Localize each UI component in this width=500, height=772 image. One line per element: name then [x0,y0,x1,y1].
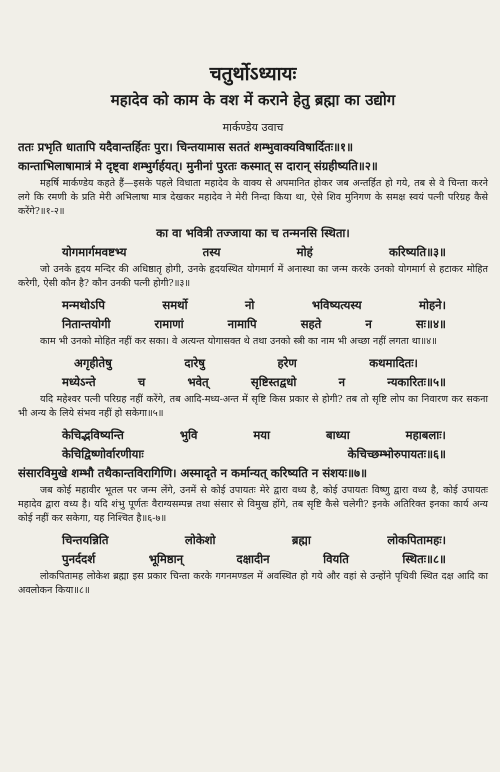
verse-word: वियति [323,552,349,566]
verse-line [18,551,488,568]
verse-line [18,244,488,261]
verse-word: योगमार्गमवष्टभ्य [62,245,127,259]
verse-line: कान्ताभिलाषामात्रं मे दृष्ट्वा शम्भुर्गर्हयत्। मुनीनां पुरतः कस्मात् स दारान् संग्रहीष्यति॥२॥ [18,159,378,173]
verse-word: तस्य [202,245,221,259]
verse-word: मोहं [296,245,313,259]
verse-line [18,297,488,314]
verse-word: सृष्टिस्तद्वधो [250,375,297,389]
verse-word: भूमिष्ठान् [148,552,184,566]
verse-word: कथमादितः। [369,356,418,370]
verse-word: मन्मथोऽपि [62,298,105,312]
verse-word: मया [253,428,271,442]
verse-word: नामापि [227,317,257,331]
verse-word: करिष्यति॥३॥ [388,245,446,259]
translation-paragraph: काम भी उनको मोहित नहीं कर सका। वे अत्यन्त योगासक्त थे तथा उनको स्त्री का नाम भी अच्छा नहीं लगता था॥४॥ [40,336,437,347]
verse-word: बाध्या [325,428,350,442]
verse-word: भविष्यत्यस्य [311,298,362,312]
verse-word: केचिद्विष्णोर्वारणीयाः [62,447,144,461]
verse-word: न्यकारितः॥५॥ [387,375,446,389]
verse-word: मोहने। [419,298,446,312]
translation-paragraph: महर्षि मार्कण्डेय कहते हैं—इसके पहले विधाता महादेव के वाक्य से अपमानित होकर जब अन्तर्हित हो गये, तब से वे चिन्ता करने लगे कि रमणी के प्रति मेरी अभिलाषा मात्र देखकर महादेव ने मेरी निन्दा किया था, ऐसे शिव मुनिगण के समक्ष स्वयं पत्नी परिग्रह कैसे करेंगे?॥१-२॥ [18,178,488,217]
verse-word: दारेषु [184,356,205,370]
text-body [18,139,488,598]
verse-word: भवेत् [187,375,209,389]
verse-line: ततः प्रभृति धातापि यदैवान्तर्हितः पुरा। चिन्तयामास सततं शम्भुवाक्यविषार्दितः॥१॥ [18,140,354,154]
verse-word: ब्रह्मा [291,533,311,547]
verse-line [18,316,488,333]
verse-word: न [338,375,346,389]
translation-paragraph: लोकपितामह लोकेश ब्रह्मा इस प्रकार चिन्ता करके गगनमण्डल में अवस्थित हो गये और वहां से उन्होंने पृथिवी स्थित दक्ष आदि का अवलोकन किया॥८॥ [18,571,488,596]
verse-word: नितान्तयोगी [62,317,111,331]
verse-line [18,355,488,372]
speaker-label: मार्कण्डेय उवाच [222,121,284,134]
verse-word: न [365,317,372,331]
verse-word: च [137,375,146,389]
verse-word: चिन्तयन्निति [62,533,109,547]
verse-word: हरेण [277,356,297,370]
verse-word: लोकपितामहः। [387,533,446,547]
translation-paragraph: जब कोई महावीर भूतल पर जन्म लेंगे, उनमें से कोई उपायतः मेरे द्वारा वध्य है, कोई उपायतः विष्णु द्वारा वध्य है, कोई उपायतः महादेव द्वारा वध्य है। यदि शंभु पूर्णतः वैराग्यसम्पन्न तथा संसार से विमुख होंगे, तब सृष्टि कैसे चलेगी? इनके अतिरिक्त इनका कार्य अन्य कोई नहीं कर सकेगा, यह निश्चित है॥६-७॥ [18,485,488,524]
translation-paragraph: जो उनके हृदय मन्दिर की अधिष्ठातृ होगी, उनके हृदयस्थित योगमार्ग में अनास्था का जन्म करके उनको योगमार्ग से हटाकर मोहित करेगी, ऐसी कौन है? कौन उनकी पत्नी होगी?॥३॥ [18,264,488,289]
chapter-subtitle: महादेव को काम के वश में कराने हेतु ब्रह्मा का उद्योग [110,91,396,109]
verse-word: नो [245,298,255,312]
verse-word: समर्थो [162,298,188,312]
verse-word: स्थितः॥८॥ [402,552,446,566]
translation-paragraph: यदि महेश्वर पत्नी परिग्रह नहीं करेंगे, तब आदि-मध्य-अन्त में सृष्टि किस प्रकार से होगी? तब तो सृष्टि लोप का निवारण कर सकना भी अन्य के लिये संभव नहीं हो सकेगा॥५॥ [18,394,488,419]
verse-word: सः॥४॥ [415,317,446,331]
verse-word: अगृहीतेषु [74,356,112,370]
verse-word: मध्येऽन्ते [62,375,96,389]
verse-word: भुवि [179,428,198,442]
verse-line [18,532,488,549]
verse-word: दक्षादीन [236,552,270,566]
chapter-title: चतुर्थोऽध्यायः [209,63,297,85]
verse-word: केचिच्छम्भोरुपायतः॥६॥ [347,447,446,461]
verse-line [18,427,488,444]
verse-word: केचिद्भविष्यन्ति [62,428,124,442]
verse-word: रामाणां [154,317,184,331]
verse-word: सहते [300,317,322,331]
verse-word: महाबलाः। [405,428,446,442]
verse-line [18,374,488,391]
verse-word: पुनर्ददर्श [62,552,96,566]
verse-word: लोकेशो [184,533,216,547]
verse-line: का वा भवित्री तज्जाया का च तन्मनसि स्थिता। [156,226,350,240]
verse-line: संसारविमुखे शम्भौ तथैकान्तविरागिणि। अस्मादृते न कर्मान्यत् करिष्यति न संशयः॥७॥ [18,466,368,480]
verse-line [18,446,488,463]
